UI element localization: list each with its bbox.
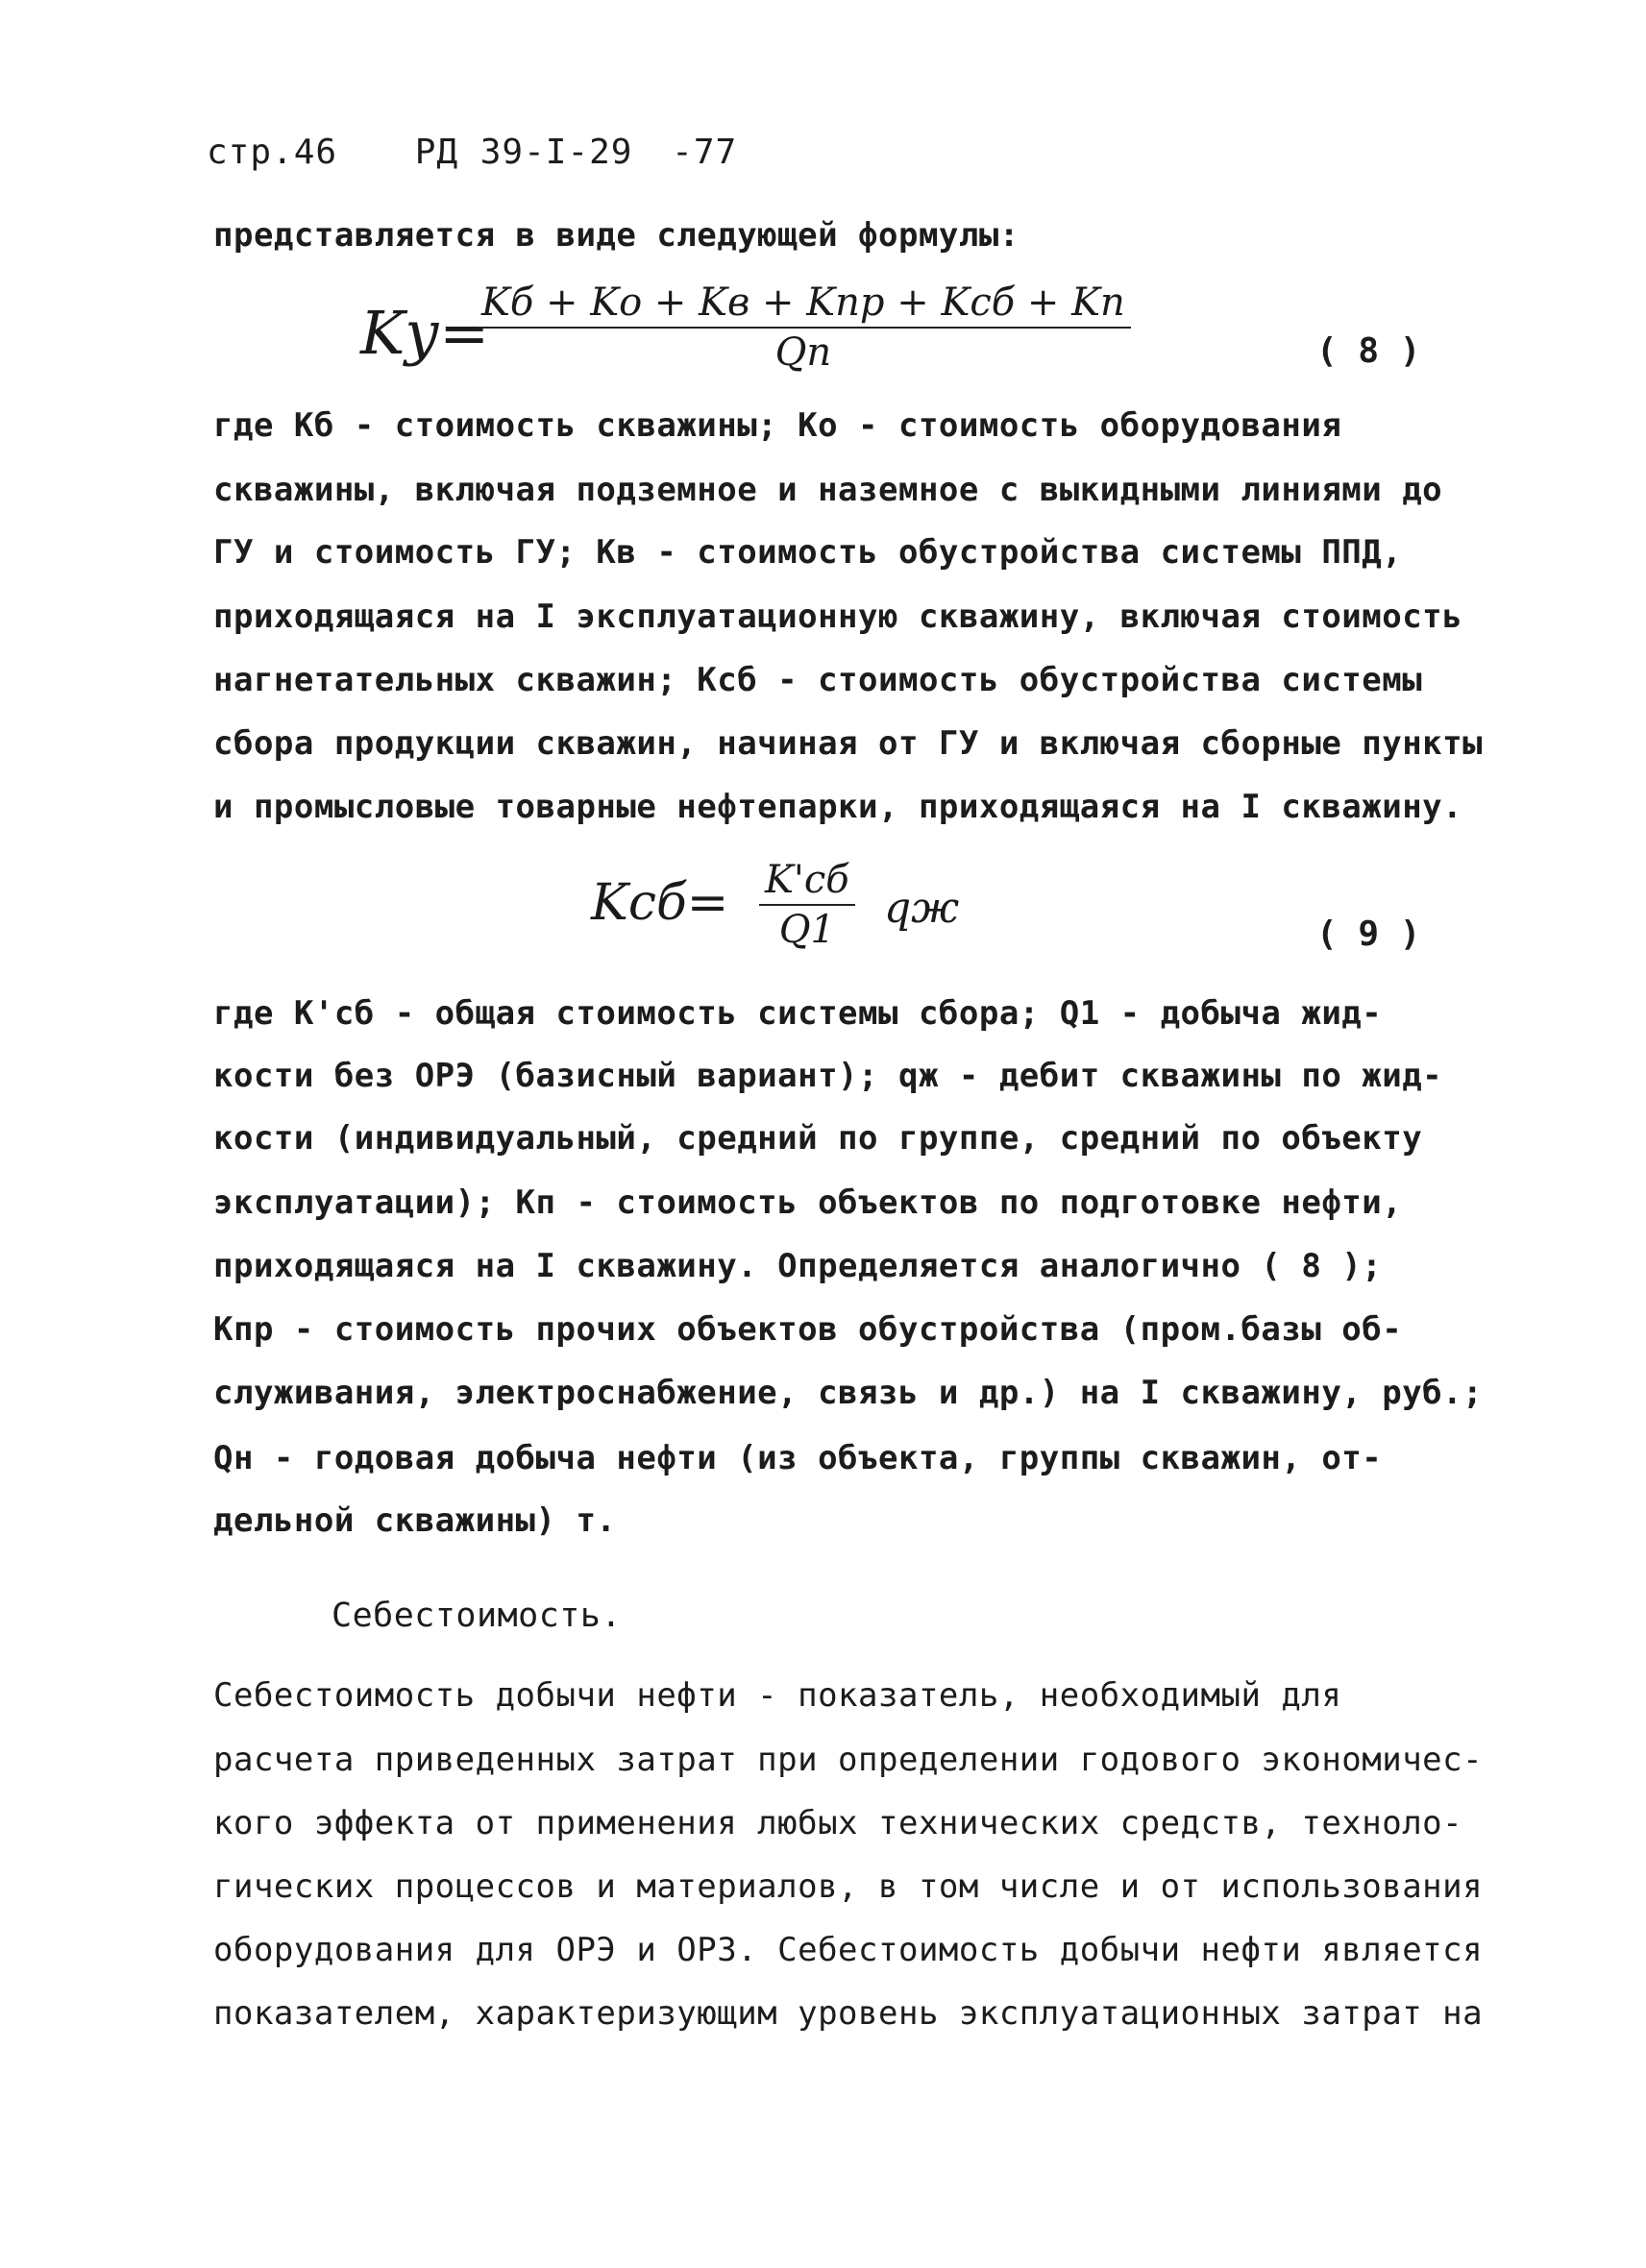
page-header: [207, 133, 793, 172]
formula-8-numerator: Kб + Kо + Kв + Kпр + Kсб + Kп: [476, 280, 1131, 329]
para1-line: сбора продукции скважин, начиная от ГУ и включая сборные пункты: [213, 724, 1484, 763]
para2-line: приходящаяся на I скважину. Определяется аналогично ( 8 );: [213, 1247, 1383, 1285]
formula-9-number: ( 9 ): [1316, 915, 1421, 954]
formula-9-factor: qж: [884, 884, 960, 933]
para2-line: кости без ОРЭ (базисный вариант); qж - дебит скважины по жид-: [213, 1057, 1443, 1095]
formula-9-lhs: Kсб=: [591, 874, 729, 932]
para3-line: расчета приведенных затрат при определении годового экономичес-: [213, 1741, 1484, 1779]
para1-line: и промысловые товарные нефтепарки, приходящаяся на I скважину.: [213, 788, 1463, 826]
para3-line: Себестоимость добычи нефти - показатель, необходимый для: [213, 1676, 1342, 1715]
para2-line: эксплуатации); Kп - стоимость объектов по подготовке нефти,: [213, 1183, 1403, 1222]
para2-line: где K'сб - общая стоимость системы сбора; Q1 - добыча жид-: [213, 994, 1383, 1033]
para3-line: оборудования для ОРЭ и ОРЗ. Себестоимость добычи нефти является: [213, 1931, 1484, 1969]
document-year: -77: [672, 133, 738, 172]
para3-line: гических процессов и материалов, в том числе и от использования: [213, 1867, 1484, 1906]
para2-line: Qн - годовая добыча нефти (из объекта, группы скважин, от-: [213, 1439, 1383, 1477]
para2-line: Kпр - стоимость прочих объектов обустройства (пром.базы об-: [213, 1310, 1403, 1349]
formula-8-number: ( 8 ): [1316, 331, 1421, 371]
para2-line: служивания, электроснабжение, связь и др.) на I скважину, руб.;: [213, 1374, 1484, 1412]
formula-9-denominator: Q1: [778, 908, 835, 952]
document-code: РД 39-I-29: [414, 133, 633, 172]
formula-8-denominator: Qп: [774, 330, 832, 375]
para2-line: кости (индивидуальный, средний по группе, средний по объекту: [213, 1119, 1423, 1158]
para3-line: показателем, характеризующим уровень эксплуатационных затрат на: [213, 1994, 1484, 2033]
para1-line: ГУ и стоимость ГУ; Kв - стоимость обустройства системы ППД,: [213, 533, 1403, 572]
formula-9-numerator: K'сб: [759, 858, 855, 906]
formula-9-fraction: [759, 858, 855, 952]
para1-line: скважины, включая подземное и наземное с выкидными линиями до: [213, 471, 1443, 509]
para3-line: кого эффекта от применения любых технических средств, техноло-: [213, 1804, 1463, 1842]
formula-8-fraction: [476, 280, 1131, 375]
para2-line: дельной скважины) т.: [213, 1501, 617, 1540]
para1-line: где Kб - стоимость скважины; Kо - стоимость оборудования: [213, 406, 1342, 445]
para1-line: приходящаяся на I эксплуатационную скважину, включая стоимость: [213, 597, 1463, 636]
intro-line: представляется в виде следующей формулы:: [213, 216, 1020, 255]
formula-8-lhs: Kу=: [360, 298, 490, 368]
section-heading: Себестоимость.: [332, 1597, 623, 1635]
page-number: стр.46: [207, 133, 338, 172]
para1-line: нагнетательных скважин; Kсб - стоимость обустройства системы: [213, 661, 1423, 699]
